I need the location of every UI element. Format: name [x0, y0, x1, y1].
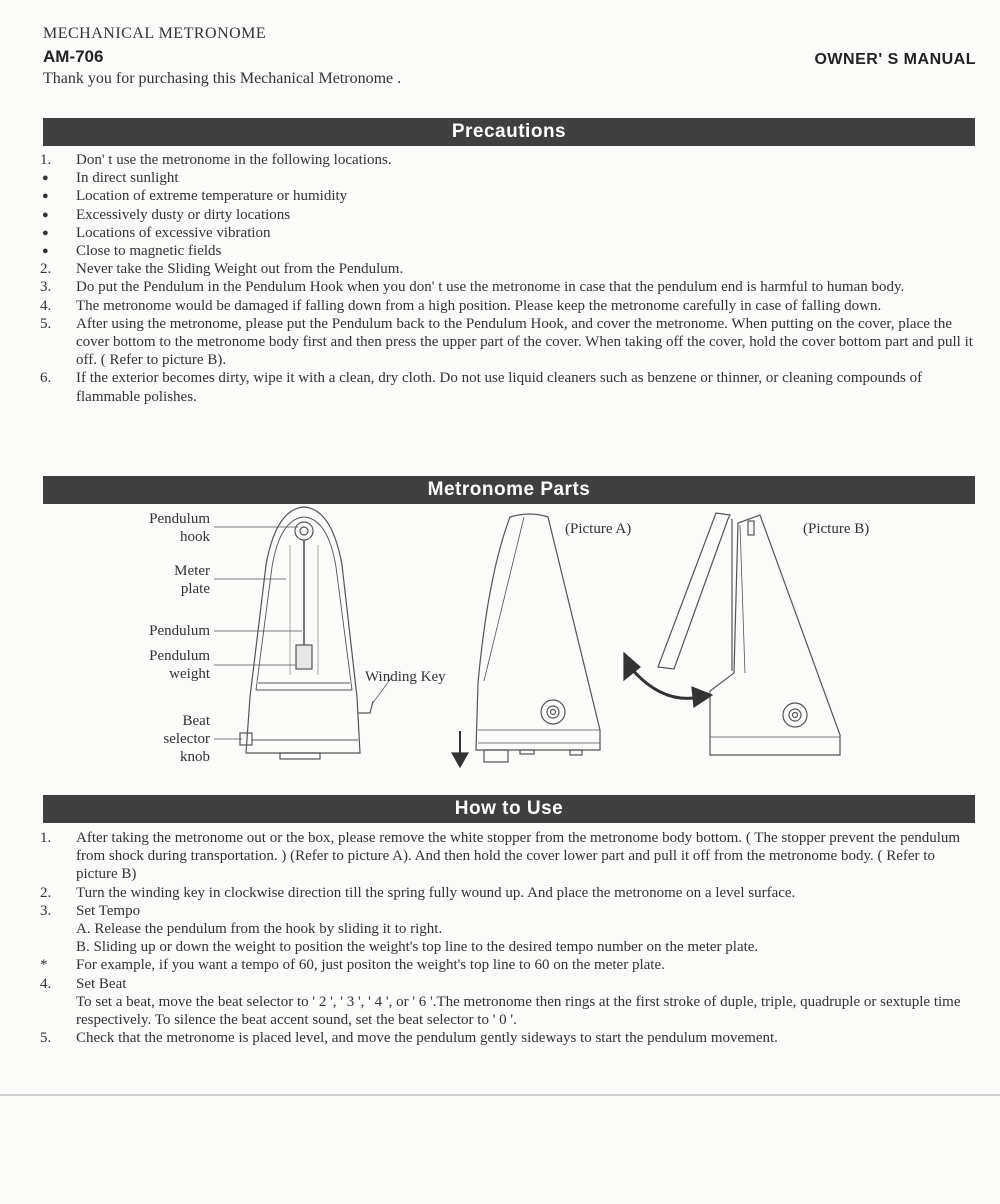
how-to-step [40, 902, 980, 920]
how-to-step [40, 975, 980, 993]
list-item-text: Location of extreme temperature or humidity [76, 188, 348, 205]
list-item-text: Check that the metronome is placed level, and move the pendulum gently sideways to start the pendulum movement. [76, 1030, 778, 1047]
how-to-step [40, 920, 980, 938]
how-to-use-heading: How to Use [43, 795, 975, 823]
picture-a-label: (Picture A) [565, 521, 632, 537]
how-to-use-list [40, 829, 980, 1047]
list-item-text: After using the metronome, please put the Pendulum back to the Pendulum Hook, and cover the metronome. When putting on the cover, place the cover bottom to the metronome body first and then press the upper part of the cover. When taking off the cover, hold the cover bottom part and pull it off. ( Refer to picture B). [76, 315, 973, 369]
precaution-item [40, 169, 980, 187]
document-header [0, 0, 1000, 100]
list-marker: 1. [40, 152, 52, 168]
list-item-text: The metronome would be damaged if falling down from a high position. Please keep the metronome carefully in case of falling down. [76, 297, 882, 314]
pendulum-hook-label: Pendulum hook [149, 511, 210, 545]
metronome-parts-figure [40, 505, 980, 780]
list-marker: 2. [40, 261, 52, 278]
metronome-drawings [40, 505, 980, 780]
product-category: MECHANICAL METRONOME [43, 25, 267, 42]
list-marker: 1. [40, 830, 52, 846]
precautions-list [40, 151, 980, 406]
list-item-text: After taking the metronome out or the box, please remove the white stopper from the metronome body bottom. ( The stopper prevent the pendulum from shock during transportation. ) (Refer to picture A). And then hold the cover lower part and pull it off from the metronome body. ( Refer to picture B) [76, 830, 961, 883]
precaution-item [40, 315, 980, 370]
list-marker: 2. [40, 884, 52, 901]
precaution-item [40, 187, 980, 205]
list-marker: * [40, 957, 48, 974]
metronome-front-drawing [214, 507, 392, 759]
precaution-item [40, 278, 980, 296]
list-marker: 4. [40, 297, 52, 314]
how-to-step [40, 993, 980, 1029]
list-marker: ● [42, 190, 49, 203]
precaution-item [40, 297, 980, 315]
precaution-item [40, 206, 980, 224]
list-marker: ● [42, 172, 49, 185]
list-marker: 5. [40, 315, 52, 332]
pendulum-label: Pendulum [149, 623, 210, 639]
list-marker: ● [42, 226, 49, 239]
list-item-text: Set Tempo [76, 902, 141, 919]
list-marker: 3. [40, 902, 52, 919]
list-item-text: To set a beat, move the beat selector to ' 2 ', ' 3 ', ' 4 ', or ' 6 '.The metronome then rings at the first stroke of duple, triple, quadruple or sextuple time respectively. To silence the beat accent sound, set the beat selector to ' 0 '. [76, 993, 961, 1029]
pendulum-weight-label: Pendulum weight [149, 648, 210, 682]
list-item-text: Close to magnetic fields [76, 243, 222, 260]
list-marker: ● [42, 245, 49, 258]
how-to-step [40, 938, 980, 956]
how-to-step [40, 829, 980, 884]
precaution-item [40, 260, 980, 278]
picture-b-drawing [624, 513, 840, 755]
beat-selector-knob-label: Beat selector knob [163, 713, 210, 765]
page-divider [0, 1094, 1000, 1096]
thank-you-line: Thank you for purchasing this Mechanical Metronome . [43, 70, 402, 87]
how-to-step [40, 956, 980, 974]
owners-manual-label: OWNER' S MANUAL [814, 51, 976, 68]
list-item-text: A. Release the pendulum from the hook by sliding it to right. [76, 921, 443, 938]
list-item-text: Locations of excessive vibration [76, 224, 271, 241]
how-to-step [40, 1029, 980, 1047]
list-item-text: Excessively dusty or dirty locations [76, 206, 291, 223]
list-marker: ● [42, 208, 49, 221]
list-item-text: Set Beat [76, 975, 127, 992]
precaution-item [40, 151, 980, 169]
precaution-item [40, 224, 980, 242]
list-item-text: Don' t use the metronome in the following locations. [76, 152, 392, 168]
list-item-text: If the exterior becomes dirty, wipe it with a clean, dry cloth. Do not use liquid cleaners such as benzene or thinner, or cleaning compounds of flammable polishes. [76, 370, 923, 405]
list-marker: 4. [40, 975, 52, 992]
precaution-item [40, 369, 980, 405]
precaution-item [40, 242, 980, 260]
list-item-text: In direct sunlight [76, 170, 179, 187]
metronome-parts-heading: Metronome Parts [43, 476, 975, 504]
list-marker: 5. [40, 1030, 52, 1047]
winding-key-label: Winding Key [365, 669, 446, 685]
list-item-text: B. Sliding up or down the weight to position the weight's top line to the desired tempo number on the meter plate. [76, 939, 759, 956]
list-item-text: For example, if you want a tempo of 60, just positon the weight's top line to 60 on the meter plate. [76, 957, 665, 974]
picture-a-drawing [452, 514, 600, 767]
how-to-step [40, 884, 980, 902]
meter-plate-label: Meter plate [174, 563, 210, 597]
precautions-heading: Precautions [43, 118, 975, 146]
model-number: AM-706 [43, 47, 104, 66]
list-item-text: Turn the winding key in clockwise direction till the spring fully wound up. And place the metronome on a level surface. [76, 884, 796, 901]
picture-b-label: (Picture B) [803, 521, 870, 537]
list-item-text: Never take the Sliding Weight out from the Pendulum. [76, 261, 404, 278]
list-marker: 6. [40, 370, 52, 387]
list-item-text: Do put the Pendulum in the Pendulum Hook when you don' t use the metronome in case that the pendulum end is harmful to human body. [76, 279, 905, 296]
list-marker: 3. [40, 279, 52, 296]
